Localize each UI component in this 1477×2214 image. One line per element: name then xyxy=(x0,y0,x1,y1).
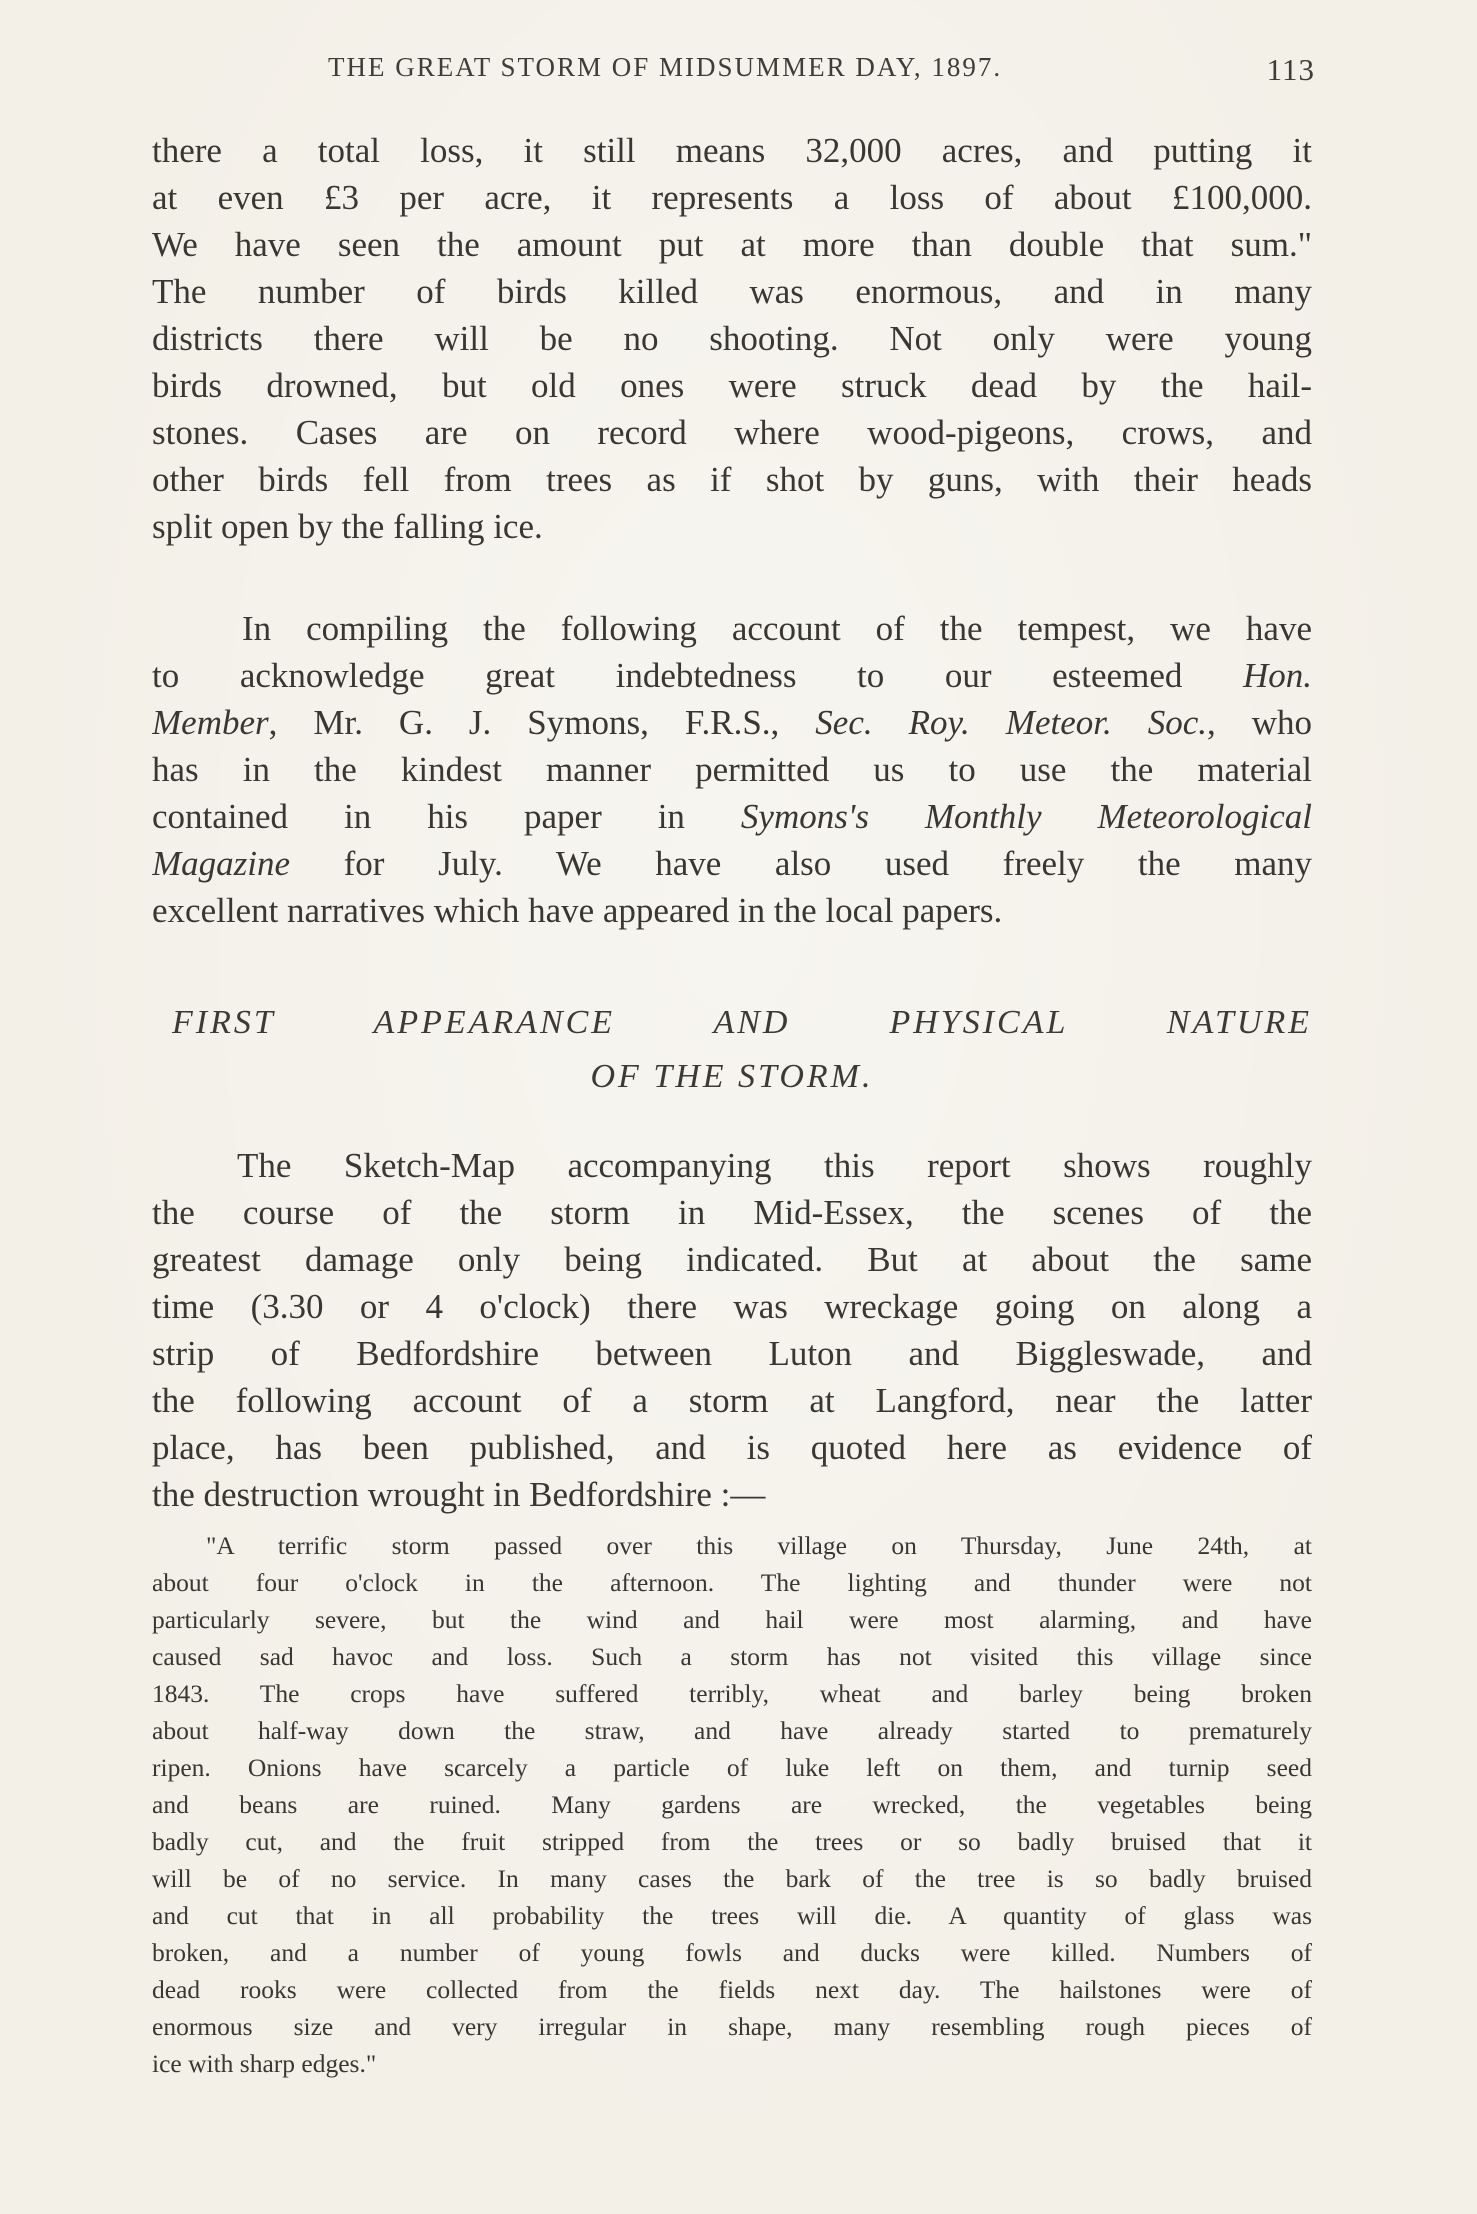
text-run: , who xyxy=(1207,703,1312,742)
text-line xyxy=(152,652,1312,699)
text-line xyxy=(152,793,1312,840)
quote-line: and cut that in all probability the trees will die. A quantity of glass was xyxy=(152,1901,1312,1930)
text-line: The number of birds killed was enormous, and in many xyxy=(152,272,1312,311)
paragraph-sketch-map xyxy=(152,1142,1312,1518)
quote-line: about four o'clock in the afternoon. The lighting and thunder were not xyxy=(152,1568,1312,1597)
text-line: districts there will be no shooting. Not only were young xyxy=(152,319,1312,358)
text-line: there a total loss, it still means 32,000 acres, and putting it xyxy=(152,131,1312,170)
text-line: place, has been published, and is quoted here as evidence of xyxy=(152,1428,1312,1467)
text-line: at even £3 per acre, it represents a loss of about £100,000. xyxy=(152,178,1312,217)
text-line: the course of the storm in Mid-Essex, the scenes of the xyxy=(152,1193,1312,1232)
quote-line: particularly severe, but the wind and hail were most alarming, and have xyxy=(152,1605,1312,1634)
quote-line: 1843. The crops have suffered terribly, wheat and barley being broken xyxy=(152,1679,1312,1708)
quote-line: enormous size and very irregular in shape, many resembling rough pieces of xyxy=(152,2012,1312,2041)
text-line xyxy=(152,699,1312,746)
text-line: stones. Cases are on record where wood-pigeons, crows, and xyxy=(152,413,1312,452)
text-line: We have seen the amount put at more than double that sum." xyxy=(152,225,1312,264)
quote-line: about half-way down the straw, and have already started to prematurely xyxy=(152,1716,1312,1745)
text-line: has in the kindest manner permitted us to use the material xyxy=(152,750,1312,789)
text-line: excellent narratives which have appeared in the local papers. xyxy=(152,891,1003,930)
italic-run: Symons's Monthly Meteorological xyxy=(740,797,1312,836)
running-title: THE GREAT STORM OF MIDSUMMER DAY, 1897. xyxy=(328,52,1003,82)
text-line: split open by the falling ice. xyxy=(152,507,543,546)
text-line: birds drowned, but old ones were struck dead by the hail- xyxy=(152,366,1312,405)
quote-line: will be of no service. In many cases the bark of the tree is so badly bruised xyxy=(152,1864,1312,1893)
text-line: strip of Bedfordshire between Luton and Biggleswade, and xyxy=(152,1334,1312,1373)
text-run: for July. We have also used freely the many xyxy=(290,844,1312,883)
italic-run: Hon. xyxy=(1242,656,1312,695)
quote-line: broken, and a number of young fowls and ducks were killed. Numbers of xyxy=(152,1938,1312,1967)
quote-line: and beans are ruined. Many gardens are wrecked, the vegetables being xyxy=(152,1790,1312,1819)
paragraph-continuation xyxy=(152,127,1312,550)
section-heading xyxy=(152,996,1312,1104)
section-heading-line: FIRST APPEARANCE AND PHYSICAL NATURE xyxy=(172,1004,1312,1041)
quote-line: badly cut, and the fruit stripped from the trees or so badly bruised that it xyxy=(152,1827,1312,1856)
paragraph-acknowledgement xyxy=(152,605,1312,934)
quote-line: "A terrific storm passed over this village on Thursday, June 24th, at xyxy=(206,1531,1312,1560)
text-line: greatest damage only being indicated. But at about the same xyxy=(152,1240,1312,1279)
text-run: contained in his paper in xyxy=(152,797,741,836)
text-line: the destruction wrought in Bedfordshire :— xyxy=(152,1475,766,1514)
text-run: to acknowledge great indebtedness to our esteemed xyxy=(152,656,1243,695)
quote-line: ice with sharp edges." xyxy=(152,2049,377,2078)
text-line: The Sketch-Map accompanying this report shows roughly xyxy=(237,1146,1312,1185)
text-line xyxy=(152,840,1312,887)
text-line: the following account of a storm at Langford, near the latter xyxy=(152,1381,1312,1420)
quote-line: ripen. Onions have scarcely a particle of luke left on them, and turnip seed xyxy=(152,1753,1312,1782)
quote-line: dead rooks were collected from the fields next day. The hailstones were of xyxy=(152,1975,1312,2004)
text-line: time (3.30 or 4 o'clock) there was wreckage going on along a xyxy=(152,1287,1312,1326)
italic-run: Sec. Roy. Meteor. Soc. xyxy=(815,703,1207,742)
quoted-account xyxy=(152,1527,1312,2082)
quote-line: caused sad havoc and loss. Such a storm has not visited this village since xyxy=(152,1642,1312,1671)
text-run: , Mr. G. J. Symons, F.R.S., xyxy=(268,703,816,742)
italic-run: Member xyxy=(152,703,269,742)
page-number: 113 xyxy=(1266,52,1315,87)
italic-run: Magazine xyxy=(152,844,291,883)
section-heading-line: OF THE STORM. xyxy=(590,1058,874,1095)
text-line: In compiling the following account of the tempest, we have xyxy=(242,609,1312,648)
text-line: other birds fell from trees as if shot by guns, with their heads xyxy=(152,460,1312,499)
